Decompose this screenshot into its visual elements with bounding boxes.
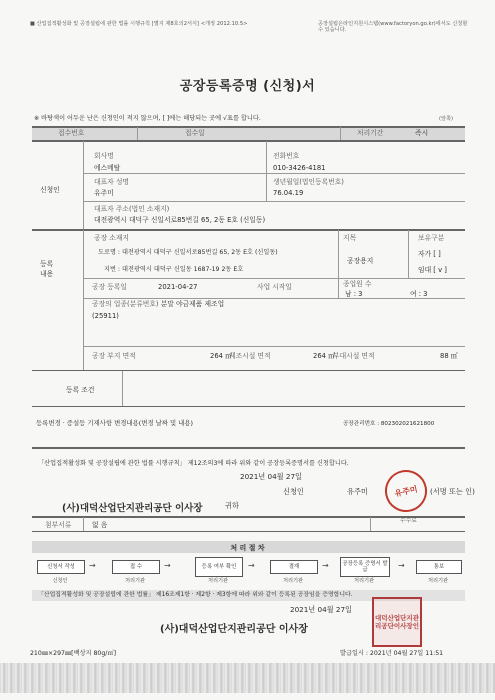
- certification-text: 「산업집적활성화 및 공장설립에 관한 법률」 제16조제1항 · 제2항 · 제3항에 따라 위와 같이 등록된 공장임을 증명합니다.: [38, 592, 353, 598]
- form-reference-note: ■ 산업집적활성화 및 공장설립에 관한 법률 시행규칙 [별지 제8호의2서식] <개정 2012.10.5>: [30, 21, 248, 27]
- arrow-icon: →: [164, 561, 171, 570]
- lot-address-value: 대전광역시 대덕구 신일동 1687-19 2동 E호: [121, 266, 244, 273]
- procedure-title: 처 리 절 차: [230, 544, 265, 552]
- signature-note: (서명 또는 인): [430, 487, 475, 496]
- attachments-value: 없 음: [92, 521, 108, 529]
- employee-female-count: 여 : 3: [410, 290, 428, 298]
- applicant-signature-label: 신청인: [283, 487, 304, 496]
- table-top-border: [32, 126, 465, 128]
- declaration-date: 2021년 04월 27일: [240, 472, 302, 481]
- arrow-icon: →: [89, 561, 96, 570]
- fee-label: 수수료: [400, 518, 417, 524]
- step-3-box: 등록 여부 확인: [195, 557, 243, 577]
- applicant-stamp: 유주미: [381, 466, 431, 516]
- representative-address-value: 대전광역시 대덕구 신일서로85번길 65, 2동 E호 (신일동): [94, 216, 266, 224]
- step-6-box: 통보: [416, 560, 462, 574]
- phone-label: 전화번호: [273, 152, 300, 160]
- auxiliary-area-label: 부대시설 면적: [333, 352, 375, 360]
- attachments-label: 첨부서류: [45, 521, 72, 529]
- step-4-actor: 처리기관: [282, 578, 304, 584]
- recipient-organization: (사)대덕산업단지관리공단 이사장: [62, 503, 203, 514]
- step-1-box: 신청서 작성: [37, 560, 85, 574]
- page-side-label: (앞쪽): [439, 116, 454, 122]
- industry-value: 분말 야금제품 제조업: [160, 300, 225, 308]
- official-seal: 대덕산업단지관리공단이사장인: [372, 597, 422, 647]
- auxiliary-area-value: 88 ㎡: [440, 352, 458, 360]
- receipt-date-label: 접수일: [185, 129, 205, 137]
- employee-count-label: 종업원 수: [343, 280, 372, 288]
- registration-section-label-2: 내용: [40, 270, 54, 278]
- registration-date-value: 2021-04-27: [158, 283, 198, 291]
- site-area-value: 264 ㎡: [210, 352, 232, 360]
- registration-date-label: 공장 등록일: [92, 283, 127, 291]
- instruction-text: ※ 바탕색이 어두운 난은 신청인이 적지 않으며, [ ]에는 해당되는 곳에 √표를 합니다.: [34, 115, 261, 122]
- ownership-own-option: 자가 [ ]: [418, 250, 441, 258]
- registration-conditions-label: 등록 조건: [66, 386, 95, 394]
- step-2-actor: 처리기관: [124, 578, 146, 584]
- step-5-box: 공장등록 증명서 발급: [340, 557, 390, 577]
- applicant-section-label: 신청인: [40, 186, 60, 194]
- scan-noise-strip: [0, 663, 495, 693]
- employee-male-count: 남 : 3: [345, 290, 363, 298]
- company-name-value: 에스메탈: [94, 164, 121, 172]
- issued-datetime: 발급일시 : 2021년 04월 27일 11:51: [340, 650, 444, 657]
- birthdate-value: 76.04.19: [273, 189, 304, 197]
- step-1-actor: 신청인: [52, 578, 68, 584]
- representative-address-label: 대표자 주소(법인 소재지): [94, 205, 170, 213]
- site-area-label: 공장 부지 면적: [92, 352, 136, 360]
- factory-location-label: 공장 소재지: [94, 234, 129, 242]
- processing-period-label: 처리기간: [357, 129, 384, 137]
- lot-address-label: 지번 :: [104, 266, 121, 273]
- recipient-suffix: 귀하: [225, 501, 239, 510]
- industry-code: (25911): [92, 312, 119, 320]
- arrow-icon: →: [322, 561, 329, 570]
- form-title: 공장등록증명 (신청)서: [179, 79, 316, 94]
- arrow-icon: →: [398, 561, 405, 570]
- industry-label: 공장의 업종(분류번호): [92, 300, 159, 308]
- management-number-value: 802302021621800: [380, 421, 435, 427]
- certification-date: 2021년 04월 27일: [290, 605, 352, 614]
- business-start-date-label: 사업 시작일: [257, 283, 292, 291]
- receipt-no-label: 접수번호: [58, 129, 85, 137]
- management-number-label: 공장관리번호 :: [343, 421, 380, 427]
- step-2-box: 접 수: [112, 560, 160, 574]
- road-address-label: 도로명 :: [98, 249, 120, 256]
- ownership-lease-option: 임대 [ v ]: [418, 266, 447, 274]
- paper-size-note: 210㎜×297㎜[백상지 80g/㎡]: [30, 650, 116, 657]
- step-4-box: 결재: [270, 560, 318, 574]
- ownership-type-label: 보유구분: [418, 234, 445, 242]
- manufacturing-area-label: 제조시설 면적: [229, 352, 271, 360]
- online-system-note: 공장설립온라인지원시스템(www.factoryon.go.kr)에서도 신청할 수 있습니다.: [318, 21, 468, 34]
- arrow-icon: →: [248, 561, 255, 570]
- receipt-row-shade: [32, 127, 465, 140]
- step-6-actor: 처리기관: [427, 578, 449, 584]
- representative-name-value: 유주미: [94, 189, 114, 197]
- changes-label: 등록변경 · 증설등 기재사항 변경내용(변경 날짜 및 내용): [36, 419, 194, 427]
- issuer-name: (사)대덕산업단지관리공단 이사장: [160, 624, 308, 635]
- step-5-actor: 처리기관: [353, 578, 375, 584]
- registration-section-label-1: 등록: [40, 260, 54, 268]
- land-category-label: 지목: [343, 234, 357, 242]
- representative-name-label: 대표자 성명: [94, 178, 129, 186]
- company-name-label: 회사명: [94, 152, 114, 160]
- birthdate-label: 생년월일(법인등록번호): [273, 178, 344, 186]
- processing-period-value: 즉시: [415, 129, 429, 137]
- manufacturing-area-value: 264 ㎡: [313, 352, 335, 360]
- applicant-signature-name: 유주미: [347, 487, 368, 496]
- land-category-value: 공장용지: [347, 257, 374, 265]
- declaration-text: 「산업집적활성화 및 공장설립에 관한 법률 시행규칙」 제12조의3에 따라 위와 같이 공장등록증명서를 신청합니다.: [38, 460, 349, 467]
- step-3-actor: 처리기관: [207, 578, 229, 584]
- phone-value: 010-3426-4181: [273, 164, 326, 172]
- road-address-value: 대전광역시 대덕구 신일서로85번길 65, 2동 E호 (신일동): [121, 249, 278, 256]
